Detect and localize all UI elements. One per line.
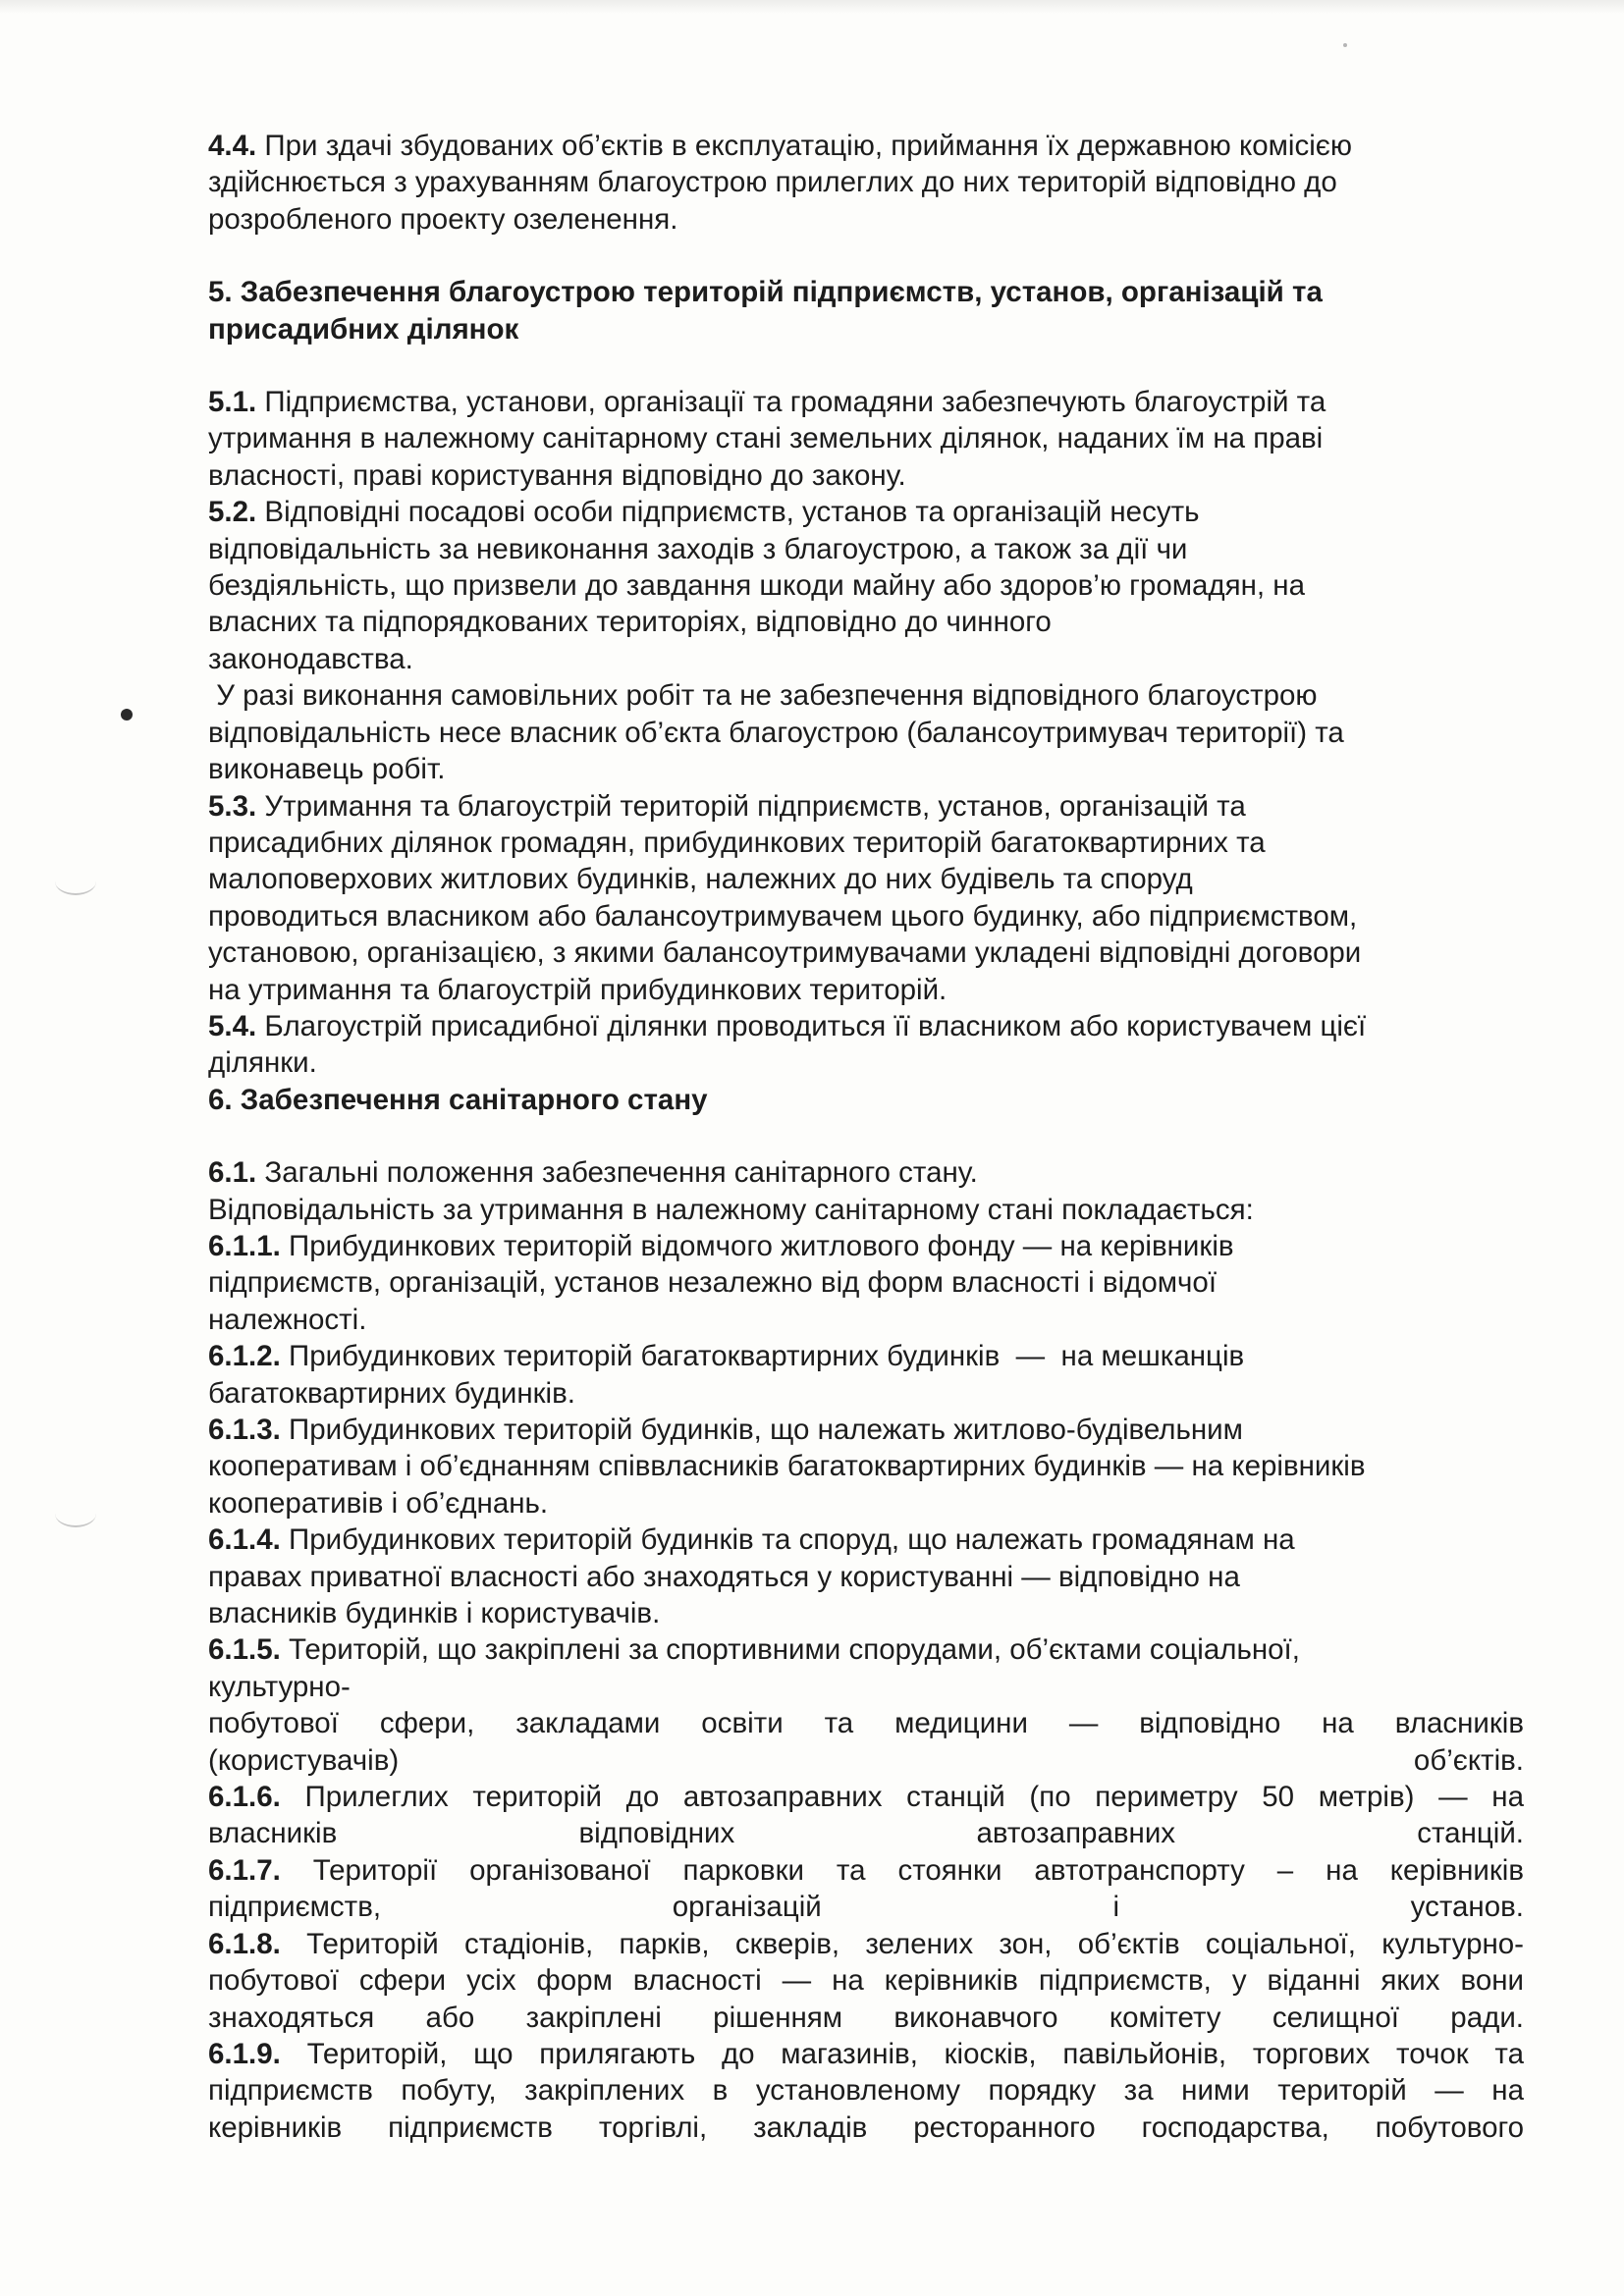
section-heading-line: 6. Забезпечення санітарного стану [208,1083,708,1116]
paragraph-text: відповідальність несе власник об’єкта благоустрою (балансоутримувач території) та [208,716,1344,749]
paragraph-line [208,1044,1524,1081]
paragraph-gap [208,1118,1524,1154]
paragraph-text: власників відповідних автозаправних станцій. [208,1817,1524,1850]
paragraph-line [208,1192,1524,1228]
paragraph-line [208,1669,1524,1705]
ring-binder-mark [55,1500,96,1527]
paragraph-text: проводиться власником або балансоутримувачем цього будинку, або підприємством, [208,899,1358,933]
clause-number: 5.3. [208,789,257,823]
paragraph-text: побутової сфери, закладами освіти та медицини — відповідно на власників [208,1707,1524,1740]
clause-number: 4.4. [208,130,257,162]
clause-number: 6.1.8. [208,1927,281,1960]
document-page [208,128,1524,2146]
paragraph-text: багатоквартирних будинків. [208,1376,575,1410]
paragraph-text: малоповерхових житлових будинків, належних до них будівель та споруд [208,863,1193,896]
paragraph-line [208,201,1524,238]
paragraph-text: здійснюється з урахуванням благоустрою прилеглих до них територій відповідно до [208,166,1337,199]
paragraph-text: Благоустрій присадибної ділянки проводиться її власником або користувачем цієї [264,1009,1367,1042]
paragraph-line [208,1302,1524,1338]
paragraph-text: власності, праві користування відповідно до закону. [208,458,906,492]
clause-number: 5.2. [208,496,257,529]
paragraph-line [208,164,1524,200]
paragraph-line [208,788,1524,825]
scan-top-edge [0,0,1624,14]
paragraph-text: на утримання та благоустрій прибудинкових територій. [208,973,947,1006]
paragraph-line [208,934,1524,971]
paragraph-text: Територій, що прилягають до магазинів, кіосків, павільйонів, торгових точок та [306,2037,1524,2070]
paragraph-text: установою, організацією, з якими балансоутримувачами укладені відповідні договори [208,936,1362,970]
justified-line [208,2072,1524,2109]
paragraph-text: Території організованої парковки та стоянки автотранспорту – на керівників [312,1853,1524,1887]
justified-line [208,1815,1524,1851]
paragraph-text: кооперативів і об’єднань. [208,1486,549,1520]
justified-line [208,1962,1524,1999]
paragraph-text: ділянки. [208,1046,317,1080]
paragraph-text: законодавства. [208,642,413,675]
paragraph-line [208,751,1524,787]
paragraph-line [208,1264,1524,1301]
paragraph-text: побутової сфери усіх форм власності — на керівників підприємств, у віданні яких вони [208,1964,1524,1998]
paragraph-line [208,677,1524,714]
paragraph-line [208,1412,1524,1448]
justified-line [208,2000,1524,2036]
paragraph-text: присадибних ділянок громадян, прибудинкових територій багатоквартирних та [208,826,1266,859]
paragraph-text: знаходяться або закріплені рішенням виконавчого комітету селищної ради. [208,2001,1524,2034]
justified-line [208,2036,1524,2072]
clause-number: 6.1.9. [208,2037,281,2070]
paragraph-text: правах приватної власності або знаходяться у користуванні — відповідно на [208,1560,1240,1593]
paragraph-text: Відповідальність за утримання в належному санітарному стані покладається: [208,1193,1254,1226]
paragraph-line [208,1154,1524,1191]
paragraph-line [208,898,1524,934]
paragraph-line [208,604,1524,640]
paragraph-text: Відповідні посадові особи підприємств, установ та організацій несуть [264,496,1200,529]
paragraph-line [208,825,1524,861]
paragraph-text: утримання в належному санітарному стані земельних ділянок, наданих їм на праві [208,422,1324,455]
clause-number: 6.1.5. [208,1633,281,1667]
clause-number: 6.1.1. [208,1229,281,1262]
paragraph-line [208,1228,1524,1264]
ring-binder-mark [55,868,96,895]
paragraph-text: належності. [208,1303,367,1336]
justified-line [208,1852,1524,1889]
paragraph-line [208,972,1524,1008]
paragraph-text: Територій стадіонів, парків, скверів, зелених зон, об’єктів соціальної, культурно- [306,1927,1524,1960]
paragraph-line [208,1448,1524,1484]
paragraph-text: керівників підприємств торгівлі, закладів ресторанного господарства, побутового [208,2110,1524,2144]
clause-number: 5.1. [208,386,257,419]
paragraph-gap [208,347,1524,384]
paragraph-text: Територій, що закріплені за спортивними спорудами, об’єктами соціальної, [289,1633,1300,1667]
paragraph-line [208,384,1524,420]
clause-number: 6.1.3. [208,1414,281,1446]
paragraph-line [208,1485,1524,1522]
paragraph-text: відповідальність за невиконання заходів з благоустрою, а також за дії чи [208,532,1188,565]
paragraph-text: кооперативам і об’єднанням співвласників багатоквартирних будинків — на керівників [208,1450,1366,1483]
clause-number: 6.1.7. [208,1853,281,1887]
paragraph-line [208,1375,1524,1412]
paragraph-text: власників будинків і користувачів. [208,1597,661,1630]
paragraph-text: При здачі збудованих об’єктів в експлуатацію, приймання їх державною комісією [264,130,1352,162]
paragraph-line [208,861,1524,897]
justified-line [208,2109,1524,2146]
paragraph-text: власних та підпорядкованих територіях, відповідно до чинного [208,606,1052,639]
paragraph-text: Прибудинкових територій багатоквартирних будинків — на мешканців [289,1340,1245,1373]
section-heading-line: присадибних ділянок [208,312,519,346]
paragraph-line [208,420,1524,456]
paragraph-text: Прибудинкових територій відомчого житлового фонду — на керівників [289,1229,1234,1262]
justified-line [208,1779,1524,1815]
scan-speck [1343,43,1347,47]
paragraph-text: розробленого проекту озеленення. [208,202,678,236]
paragraph-line [208,641,1524,677]
paragraph-line [208,1522,1524,1558]
paragraph-text: підприємств, організацій і установ. [208,1891,1524,1924]
paragraph-text: бездіяльність, що призвели до завдання шкоди майну або здоров’ю громадян, на [208,569,1305,603]
paragraph-line [208,1008,1524,1044]
paragraph-text: (користувачів) об’єктів. [208,1743,1524,1777]
paragraph-line [208,1559,1524,1595]
paragraph-line [208,1631,1524,1668]
clause-number: 6.1.4. [208,1523,281,1557]
justified-line [208,1889,1524,1925]
paragraph-text: Прибудинкових територій будинків, що належать житлово-будівельним [289,1414,1243,1446]
section-heading-line: 5. Забезпечення благоустрою територій підприємств, установ, організацій та [208,276,1323,309]
paragraph-line [208,494,1524,530]
paragraph-text: Підприємства, установи, організації та громадяни забезпечують благоустрій та [264,386,1326,419]
clause-number: 5.4. [208,1009,257,1042]
paragraph-text: Прибудинкових територій будинків та споруд, що належать громадянам на [289,1523,1295,1557]
paragraph-gap [208,238,1524,274]
clause-number: 6.1. [208,1156,257,1190]
punch-hole-mark [121,709,133,721]
paragraph-line [208,531,1524,567]
paragraph-line [208,457,1524,494]
clause-number: 6.1.6. [208,1781,281,1814]
paragraph-text: Утримання та благоустрій територій підприємств, установ, організацій та [264,789,1246,823]
justified-line [208,1705,1524,1741]
clause-number: 6.1.2. [208,1340,281,1373]
paragraph-line [208,567,1524,604]
paragraph-text: виконавець робіт. [208,753,446,786]
paragraph-text: У разі виконання самовільних робіт та не забезпечення відповідного благоустрою [208,679,1318,713]
paragraph-line [208,128,1524,164]
paragraph-text: Прилеглих територій до автозаправних станцій (по периметру 50 метрів) — на [304,1781,1524,1814]
paragraph-text: культурно- [208,1670,351,1703]
paragraph-text: Загальні положення забезпечення санітарного стану. [264,1156,978,1190]
paragraph-line [208,1338,1524,1374]
paragraph-line [208,715,1524,751]
paragraph-line [208,1595,1524,1631]
paragraph-text: підприємств побуту, закріплених в установленому порядку за ними територій — на [208,2074,1524,2108]
paragraph-text: підприємств, організацій, установ незалежно від форм власності і відомчої [208,1266,1218,1300]
justified-line [208,1742,1524,1779]
justified-line [208,1926,1524,1962]
